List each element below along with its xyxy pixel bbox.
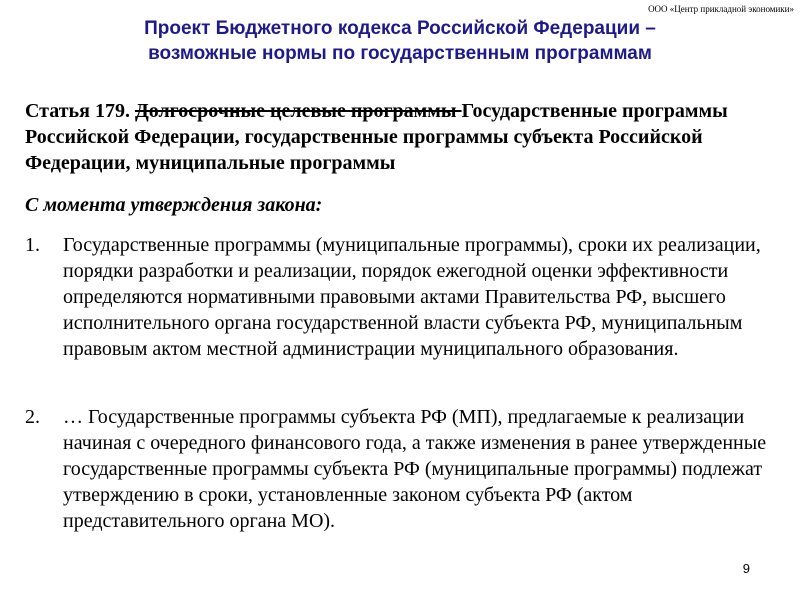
list-item-text: Государственные программы (муниципальные программы), сроки их реализации, порядки разработки и реализации, порядок ежегодной оценки эффективности определяются нормативными правовыми актами Правительства РФ, высшего исполнительного органа государственной власти субъекта РФ, муниципальным правовым актом местной администрации муниципального образования. [63,234,761,360]
article-new-title: Государственные программы Российской Федерации, государственные программы субъекта Российской Федерации, муниципальные программы [25,100,728,174]
list-item [25,232,785,362]
article-heading [25,98,785,176]
list-item-number: 1. [25,234,40,256]
slide-title-line-1: Проект Бюджетного кодекса Российской Федерации – [144,18,656,39]
slide-title-line-2: возможные нормы по государственным программам [148,43,652,64]
article-struck-title: Долгосрочные целевые программы [134,100,462,122]
article-number: Статья 179. [25,100,135,122]
slide-title [0,16,800,66]
organization-label: ООО «Центр прикладной экономики» [648,4,794,14]
list-item [25,404,785,534]
list-item-text: … Государственные программы субъекта РФ (МП), предлагаемые к реализации начиная с очередного финансового года, а также изменения в ранее утвержденные государственные программы субъекта РФ (муниципальные программы) подлежат утверждению в сроки, установленные законом субъекта РФ (актом представительного органа МО). [63,406,767,532]
subheading: С момента утверждения закона: [25,194,323,216]
page-number: 9 [742,561,750,576]
list-item-number: 2. [25,406,40,428]
